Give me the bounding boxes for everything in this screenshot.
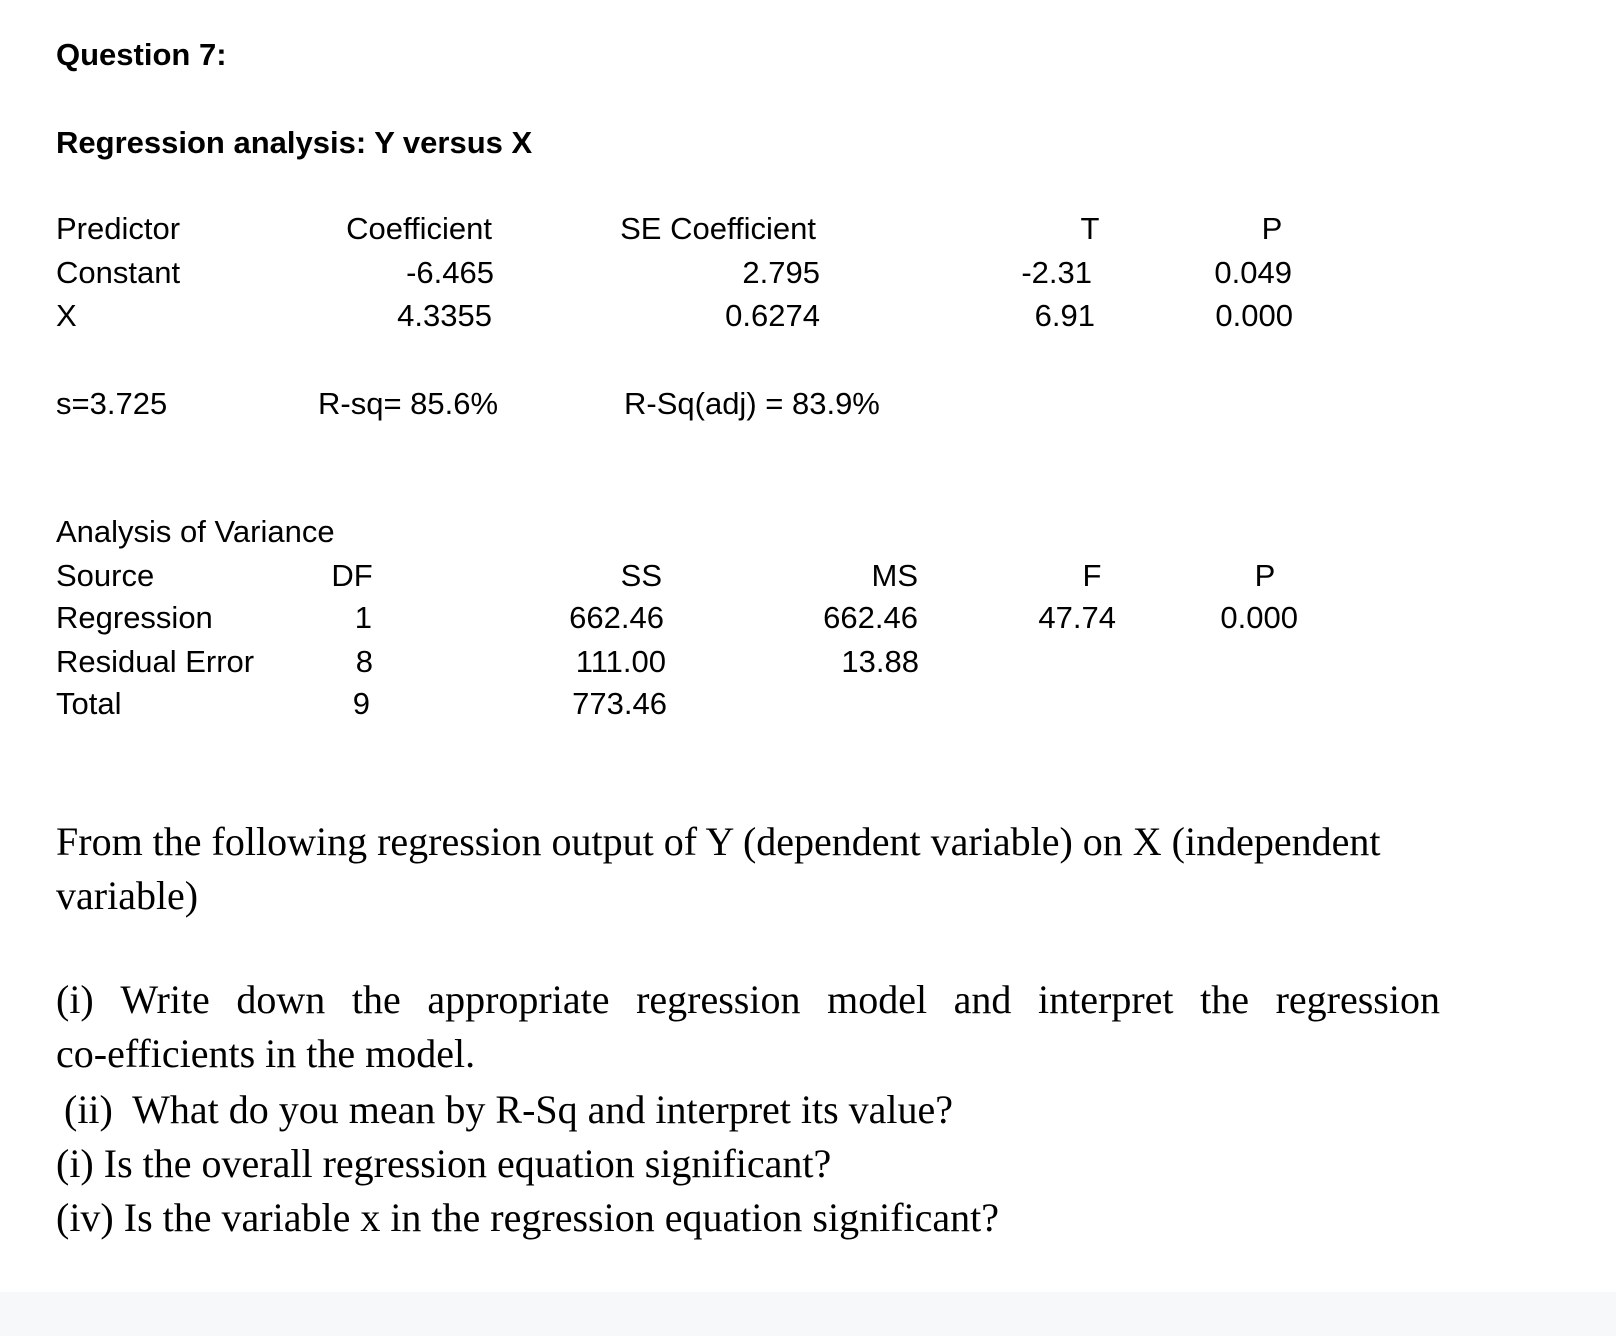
- r-sq-value: R-sq= 85.6%: [318, 386, 499, 421]
- r-sq-adj-value: R-Sq(adj) = 83.9%: [624, 386, 880, 421]
- header-ms: MS: [871, 558, 918, 593]
- analysis-title: Regression analysis: Y versus X: [56, 125, 533, 160]
- word: model: [827, 977, 928, 1022]
- word: regression: [1275, 977, 1440, 1022]
- header-f: F: [1082, 558, 1102, 593]
- p-cell: 0.049: [1214, 255, 1292, 290]
- df-cell: 9: [352, 686, 370, 721]
- t-cell: 6.91: [1034, 298, 1095, 333]
- se-coefficient-cell: 0.6274: [725, 298, 820, 333]
- header-predictor: Predictor: [56, 211, 181, 246]
- prompt-line-2: variable): [56, 873, 199, 918]
- header-ss: SS: [620, 558, 662, 593]
- question-i-line-1: [56, 977, 1440, 1022]
- ss-cell: 773.46: [572, 686, 667, 721]
- question-iv: (iv) Is the variable x in the regression equation significant?: [56, 1195, 1000, 1240]
- p-cell: 0.000: [1220, 600, 1298, 635]
- prompt-line-1: From the following regression output of Y (dependent variable) on X (independent: [56, 819, 1381, 864]
- header-t: T: [1080, 211, 1100, 246]
- word: Write: [120, 977, 210, 1022]
- word: the: [351, 977, 401, 1022]
- header-se-coefficient: SE Coefficient: [620, 211, 816, 246]
- header-p: P: [1254, 558, 1276, 593]
- df-cell: 8: [355, 644, 373, 679]
- word: the: [1200, 977, 1249, 1022]
- word: and: [953, 977, 1012, 1022]
- word: appropriate: [427, 977, 610, 1022]
- question-ii: (ii) What do you mean by R-Sq and interpret its value?: [64, 1087, 954, 1132]
- word: interpret: [1038, 977, 1174, 1022]
- anova-title: Analysis of Variance: [56, 514, 335, 549]
- coefficient-cell: 4.3355: [397, 298, 492, 333]
- word: down: [236, 977, 326, 1022]
- header-df: DF: [331, 558, 373, 593]
- question-title: Question 7:: [56, 37, 227, 72]
- f-cell: 47.74: [1038, 600, 1116, 635]
- df-cell: 1: [354, 600, 372, 635]
- predictor-cell: X: [56, 298, 77, 333]
- question-iii: (i) Is the overall regression equation significant?: [56, 1141, 832, 1186]
- word: (i): [56, 977, 94, 1022]
- source-cell: Regression: [56, 600, 213, 635]
- s-value: s=3.725: [56, 386, 168, 421]
- p-cell: 0.000: [1215, 298, 1293, 333]
- ms-cell: 662.46: [823, 600, 918, 635]
- coefficient-cell: -6.465: [406, 255, 494, 290]
- header-source: Source: [56, 558, 155, 593]
- source-cell: Total: [56, 686, 122, 721]
- predictor-cell: Constant: [56, 255, 181, 290]
- ss-cell: 662.46: [569, 600, 664, 635]
- se-coefficient-cell: 2.795: [742, 255, 820, 290]
- ms-cell: 13.88: [841, 644, 919, 679]
- word: regression: [636, 977, 801, 1022]
- ss-cell: 111.00: [575, 644, 666, 679]
- page-bottom-band: [0, 1292, 1616, 1336]
- header-p: P: [1261, 211, 1283, 246]
- header-coefficient: Coefficient: [346, 211, 492, 246]
- source-cell: Residual Error: [56, 644, 255, 679]
- t-cell: -2.31: [1021, 255, 1092, 290]
- question-i-line-2: co-efficients in the model.: [56, 1031, 476, 1076]
